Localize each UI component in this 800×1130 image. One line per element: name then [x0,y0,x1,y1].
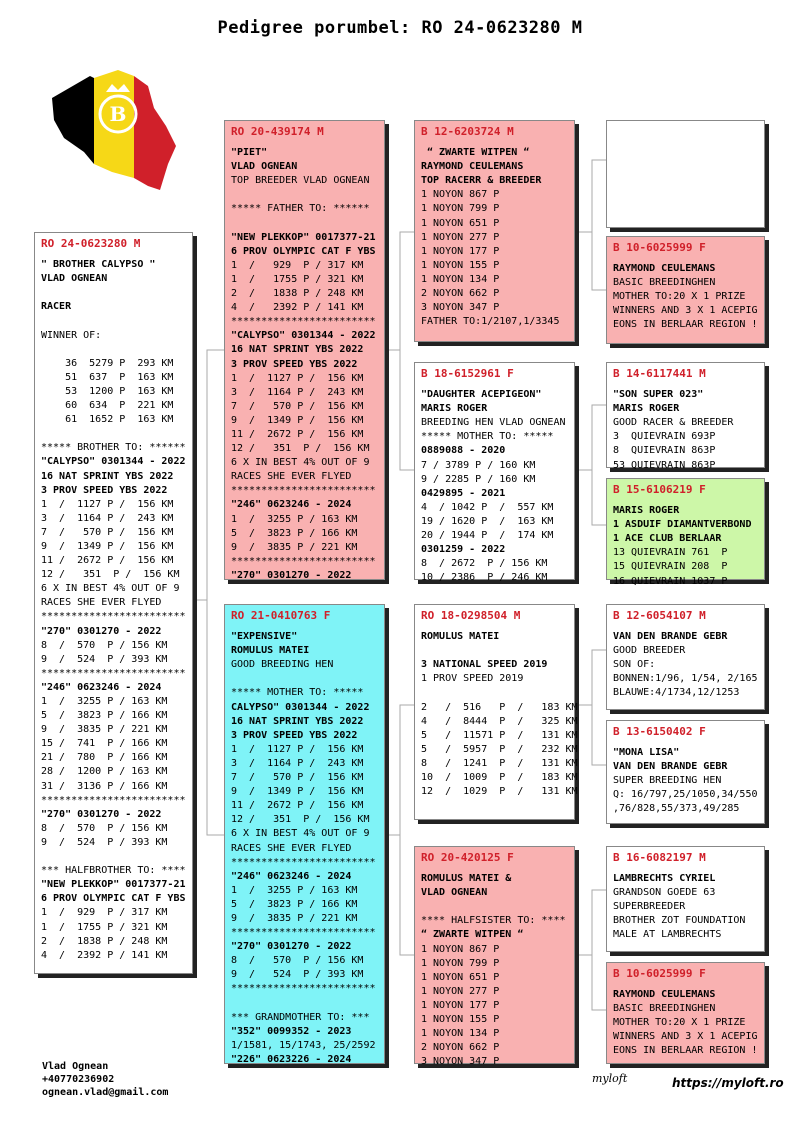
contact-phone: +40770236902 [42,1074,115,1085]
card-line: VLAD OGNEAN [421,887,488,899]
card-line: RACES SHE EVER FLYED [231,471,352,483]
card-mother-mother-father [606,846,765,952]
card-line: ************************ [41,794,186,806]
card-line: 1 / 1755 P / 321 KM [231,273,364,285]
card-mother-mother [414,846,575,1068]
card-line: ***** MOTHER TO: ***** [231,687,364,699]
card-line: RACES SHE EVER FLYED [231,842,352,854]
card-line: 7 / 3789 P / 160 KM [421,459,536,471]
ring-number: B 16-6082197 M [613,851,706,864]
card-line: 1 NOYON 651 P [421,217,500,229]
card-line [421,644,568,658]
card-line: ************************ [41,667,186,679]
card-line: 16 NAT SPRINT YBS 2022 [231,344,364,356]
card-line: 1 / 3255 P / 163 KM [41,696,168,707]
card-line: MARIS ROGER [613,505,680,517]
card-line: 1 / 3255 P / 163 KM [231,513,358,525]
card-line: 9 / 524 P / 393 KM [231,969,364,981]
contact-name: Vlad Ognean [42,1061,109,1072]
card-line: "270" 0301270 - 2022 [41,625,162,637]
card-line: BREEDING HEN VLAD OGNEAN [421,417,566,429]
card-line: "270" 0301270 - 2022 [231,941,352,953]
card-line: SON OF: [613,659,656,671]
card-line: "PIET" [231,147,268,159]
card-line: SUPER BREEDING HEN [613,775,722,787]
card-line [41,343,186,357]
card-father-mother-mother [606,478,765,587]
card-line: WINNERS AND 3 X 1 ACEPIG [613,305,758,317]
card-line: 16 NAT SPRINT YBS 2022 [41,470,174,482]
card-line [41,286,186,300]
card-line: TOP BREEDER VLAD OGNEAN [231,175,370,187]
card-line: 1 NOYON 651 P [421,971,500,983]
card-line: 5 / 3823 P / 166 KM [231,898,358,910]
card-line: 3 / 1164 P / 243 KM [231,757,364,769]
card-line: ROMULUS MATEI & [421,873,512,885]
card-line: 21 / 780 P / 166 KM [41,752,168,764]
card-line: ************************ [231,555,376,567]
card-line: "352" 0099352 - 2023 [231,1025,352,1037]
card-line: RAYMOND CEULEMANS [421,161,524,173]
card-line: 1 NOYON 134 P [421,273,500,285]
card-mother [224,604,385,1064]
card-line [41,427,186,441]
card-line: "EXPENSIVE" [231,631,298,643]
card-line: "DAUGHTER ACEPIGEON" [421,389,542,401]
card-line: ROMULUS MATEI [231,645,310,657]
card-line [41,314,186,328]
card-line: *** HALFBROTHER TO: **** [41,865,186,877]
card-line: ************************ [231,485,376,497]
card-line: 9 / 524 P / 393 KM [41,653,168,665]
card-line: Q: 16/797,25/1050,34/550 [613,789,758,801]
card-line: 7 / 570 P / 156 KM [41,526,174,538]
card-line: 12 / 351 P / 156 KM [41,569,180,581]
svg-text:B: B [109,102,127,126]
card-subject [34,232,193,974]
card-line: ***** BROTHER TO: ****** [41,442,186,454]
card-line: BASIC BREEDINGHEN [613,1003,716,1015]
card-line: FATHER TO:1/2107,1/3345 [421,316,560,328]
card-line: 3 PROV SPEED YBS 2022 [231,729,358,741]
card-line [421,900,568,914]
card-line: ************************ [41,611,186,623]
card-line: 61 1652 P 163 KM [41,414,174,426]
ring-number: B 13-6150402 F [613,725,706,738]
card-line: WINNER OF: [41,329,102,341]
card-father-father-mother [606,236,765,344]
card-line: 53 QUIEVRAIN 863P [613,459,716,471]
card-line: BONNEN:1/96, 1/54, 2/165 [613,673,758,685]
card-line: BROTHER ZOT FOUNDATION [613,915,746,927]
card-line: MOTHER TO:20 X 1 PRIZE [613,1017,746,1029]
card-line: 6 PROV OLYMPIC CAT F YBS [41,893,186,905]
card-line: "SON SUPER 023" [613,389,704,401]
card-line: “ ZWARTE WITPEN “ [421,147,530,159]
card-line: EONS IN BERLAAR REGION ! [613,1045,758,1057]
card-line: 5 / 5957 P / 232 KM [421,743,578,755]
card-line: MALE AT LAMBRECHTS [613,929,722,941]
ring-number: B 12-6054107 M [613,609,706,622]
card-line: 3 NATIONAL SPEED 2019 [421,659,548,671]
card-line: VLAD OGNEAN [231,161,298,173]
ring-number: B 14-6117441 M [613,367,706,380]
ring-number: RO 24-0623280 M [41,237,141,250]
card-line: "270" 0301270 - 2022 [41,808,162,820]
card-line [231,217,378,231]
card-line: ***** MOTHER TO: ***** [421,431,554,443]
card-line: ************************ [231,927,376,939]
card-line: 20 / 1944 P / 174 KM [421,530,554,542]
ring-number: B 15-6106219 F [613,483,706,496]
ring-number: B 18-6152961 F [421,367,514,380]
card-line: 3 / 1164 P / 243 KM [41,512,174,524]
ring-number: RO 20-439174 M [231,125,324,138]
card-line: 28 / 1200 P / 163 KM [41,766,168,778]
card-line: 5 / 3823 P / 166 KM [41,710,168,722]
card-line: ,76/828,55/373,49/285 [613,803,740,815]
card-line: 9 / 1349 P / 156 KM [231,786,364,798]
card-line: 1 NOYON 867 P [421,943,500,955]
card-line: 4 / 2392 P / 141 KM [41,949,168,961]
card-line: "NEW PLEKKOP" 0017377-21 [41,879,186,891]
myloft-logo: myloft [592,1072,628,1085]
card-line: 1 PROV SPEED 2019 [421,673,524,685]
card-line: 9 / 1349 P / 156 KM [41,540,174,552]
card-mother-father-mother [606,720,765,824]
card-line: 12 / 351 P / 156 KM [231,443,370,455]
card-line: 4 / 1042 P / 557 KM [421,501,554,513]
card-line: 8 / 570 P / 156 KM [231,955,364,967]
card-line: ROMULUS MATEI [421,631,500,643]
card-line: 1 / 1755 P / 321 KM [41,921,168,933]
card-line: 51 637 P 163 KM [41,371,174,383]
card-line: 9 / 1349 P / 156 KM [231,414,364,426]
card-line: 5 / 11571 P / 131 KM [421,729,578,741]
ring-number: B 12-6203724 M [421,125,514,138]
card-line: 19 / 1620 P / 163 KM [421,515,554,527]
card-line: 8 / 570 P / 156 KM [41,639,168,651]
card-line: 3 NOYON 347 P [421,302,500,314]
brand-block [592,1072,782,1098]
card-line: RAYMOND CEULEMANS [613,989,716,1001]
ring-number: B 10-6025999 F [613,241,706,254]
card-line: 0301259 - 2022 [421,544,506,556]
card-line: "246" 0623246 - 2024 [231,499,352,511]
card-line: 2 / 1838 P / 248 KM [231,288,364,300]
card-line: 10 / 1009 P / 183 KM [421,772,578,784]
ring-number: RO 21-0410763 F [231,609,331,622]
card-line: 6 PROV OLYMPIC CAT F YBS [231,245,376,257]
card-line: 16 QUIEVRAIN 1037 P [613,575,728,587]
card-line: 5 / 3823 P / 166 KM [231,527,358,539]
card-line: 1/1581, 15/1743, 25/2592 [231,1039,376,1051]
card-line: 1 / 1127 P / 156 KM [41,498,174,510]
card-line: 8 / 2672 P / 156 KM [421,558,548,570]
ring-number: RO 20-420125 F [421,851,514,864]
card-line [231,672,378,686]
card-line: 1 NOYON 867 P [421,189,500,201]
card-line: 8 / 570 P / 156 KM [41,822,168,834]
card-line: 3 QUIEVRAIN 693P [613,431,716,443]
card-line: 1 / 929 P / 317 KM [41,907,168,919]
card-line: 2 / 516 P / 183 KM [421,701,578,713]
card-line [41,850,186,864]
card-line: 0429895 - 2021 [421,487,506,499]
card-line: RAYMOND CEULEMANS [613,263,716,275]
card-line: 9 / 524 P / 393 KM [41,836,168,848]
card-line: WINNERS AND 3 X 1 ACEPIG [613,1031,758,1043]
card-line: 15 QUIEVRAIN 208 P [613,561,728,573]
card-line: 6 X IN BEST 4% OUT OF 9 [231,828,370,840]
card-line: "CALYPSO" 0301344 - 2022 [231,330,376,342]
card-line: 1 NOYON 277 P [421,985,500,997]
card-father-father [414,120,575,342]
card-line: 2 / 1838 P / 248 KM [41,935,168,947]
card-line: "NEW PLEKKOP" 0017377-21 [231,231,376,243]
card-line: 0889088 - 2020 [421,445,506,457]
card-line [421,686,568,700]
card-line: 9 / 3835 P / 221 KM [231,541,358,553]
card-line: 53 1200 P 163 KM [41,385,174,397]
card-line: 4 / 2392 P / 141 KM [231,302,364,314]
card-line: 13 QUIEVRAIN 761 P [613,547,728,559]
card-line: *** GRANDMOTHER TO: *** [231,1011,370,1023]
page-title: Pedigree porumbel: RO 24-0623280 M [217,18,583,38]
card-line: "270" 0301270 - 2022 [231,569,352,581]
card-line: 12 / 351 P / 156 KM [231,814,370,826]
card-line: SUPERBREEDER [613,901,686,913]
card-line: 6 X IN BEST 4% OUT OF 9 [231,457,370,469]
card-line: ************************ [231,856,376,868]
card-line: 11 / 2672 P / 156 KM [41,555,174,567]
card-line: 9 / 3835 P / 221 KM [231,912,358,924]
card-line: "246" 0623246 - 2024 [231,870,352,882]
card-line: 31 / 3136 P / 166 KM [41,780,168,792]
card-line: 15 / 741 P / 166 KM [41,738,168,750]
card-line: ***** FATHER TO: ****** [231,203,370,215]
card-line: TOP RACERR & BREEDER [421,175,542,187]
card-line: VAN DEN BRANDE GEBR [613,761,728,773]
card-line: "226" 0623226 - 2024 [231,1053,352,1065]
card-line: 3 PROV SPEED YBS 2022 [231,358,358,370]
card-line: 60 634 P 221 KM [41,400,174,412]
card-line: 1 NOYON 155 P [421,1014,500,1026]
card-line: 6 X IN BEST 4% OUT OF 9 [41,583,180,595]
card-line: 1 NOYON 799 P [421,957,500,969]
card-line: VLAD OGNEAN [41,273,108,285]
card-line: “ ZWARTE WITPEN “ [421,929,524,941]
card-line: 3 PROV SPEED YBS 2022 [41,484,168,496]
card-mother-mother-mother [606,962,765,1064]
card-line: 3 NOYON 347 P [421,1056,500,1068]
card-mother-father-father [606,604,765,710]
card-line: LAMBRECHTS CYRIEL [613,873,716,885]
card-line: 9 / 2285 P / 160 KM [421,473,536,485]
card-line: "CALYPSO" 0301344 - 2022 [41,456,186,468]
card-line: 1 / 1127 P / 156 KM [231,372,364,384]
card-line: 1 ASDUIF DIAMANTVERBOND [613,519,752,531]
card-father-father-father [606,120,765,228]
card-line: 1 NOYON 799 P [421,203,500,215]
card-line: 1 NOYON 177 P [421,999,500,1011]
card-line: 1 / 929 P / 317 KM [231,259,364,271]
card-line: EONS IN BERLAAR REGION ! [613,319,758,331]
card-line: 1 NOYON 155 P [421,259,500,271]
card-father [224,120,385,580]
card-line: MARIS ROGER [613,403,680,415]
card-line: 2 NOYON 662 P [421,288,500,300]
card-line: 12 / 1029 P / 131 KM [421,786,578,798]
card-line: 1 NOYON 277 P [421,231,500,243]
card-mother-father [414,604,578,820]
card-line: ************************ [231,983,376,995]
card-line: 8 QUIEVRAIN 863P [613,445,716,457]
card-line: **** HALFSISTER TO: **** [421,915,566,927]
card-line: 1 NOYON 134 P [421,1028,500,1040]
card-line: GOOD BREEDER [613,645,686,657]
card-line: VAN DEN BRANDE GEBR [613,631,728,643]
card-line: "246" 0623246 - 2024 [41,681,162,693]
card-line: GOOD BREEDING HEN [231,659,334,671]
card-line [231,997,378,1011]
card-line: 36 5279 P 293 KM [41,357,174,369]
contact-email[interactable]: ognean.vlad@gmail.com [42,1087,169,1098]
card-father-mother [414,362,575,584]
card-line: RACER [41,301,72,313]
card-line: "MONA LISA" [613,747,680,759]
card-line: 1 NOYON 177 P [421,245,500,257]
card-line: 8 / 1241 P / 131 KM [421,757,578,769]
card-line: RACES SHE EVER FLYED [41,597,162,609]
card-line: 2 NOYON 662 P [421,1042,500,1054]
card-line: 7 / 570 P / 156 KM [231,400,364,412]
card-line: BLAUWE:4/1734,12/1253 [613,687,740,699]
card-line: GOOD RACER & BREEDER [613,417,734,429]
card-line: MARIS ROGER [421,403,488,415]
card-line: 9 / 3835 P / 221 KM [41,724,168,736]
website-link[interactable]: https://myloft.ro [672,1076,784,1090]
card-line: 1 / 3255 P / 163 KM [231,884,358,896]
card-line: 7 / 570 P / 156 KM [231,772,364,784]
card-line: ************************ [231,316,376,328]
card-line: 10 / 2386 P / 246 KM [421,572,548,584]
card-line: GRANDSON GOEDE 63 [613,887,716,899]
card-line [231,188,378,202]
card-line: 11 / 2672 P / 156 KM [231,428,364,440]
ring-number: B 10-6025999 F [613,967,706,980]
card-line: " BROTHER CALYPSO " [41,259,156,271]
card-line: 4 / 8444 P / 325 KM [421,715,578,727]
card-line: 16 NAT SPRINT YBS 2022 [231,715,364,727]
card-line: CALYPSO" 0301344 - 2022 [231,701,370,713]
ring-number: RO 18-0298504 M [421,609,521,622]
card-line: 1 ACE CLUB BERLAAR [613,533,722,545]
card-line: MOTHER TO:20 X 1 PRIZE [613,291,746,303]
card-line: BASIC BREEDINGHEN [613,277,716,289]
card-line: 11 / 2672 P / 156 KM [231,800,364,812]
card-line: 1 / 1127 P / 156 KM [231,743,364,755]
card-father-mother-father [606,362,765,471]
contact-block [42,1060,168,1099]
card-line: 3 / 1164 P / 243 KM [231,386,364,398]
